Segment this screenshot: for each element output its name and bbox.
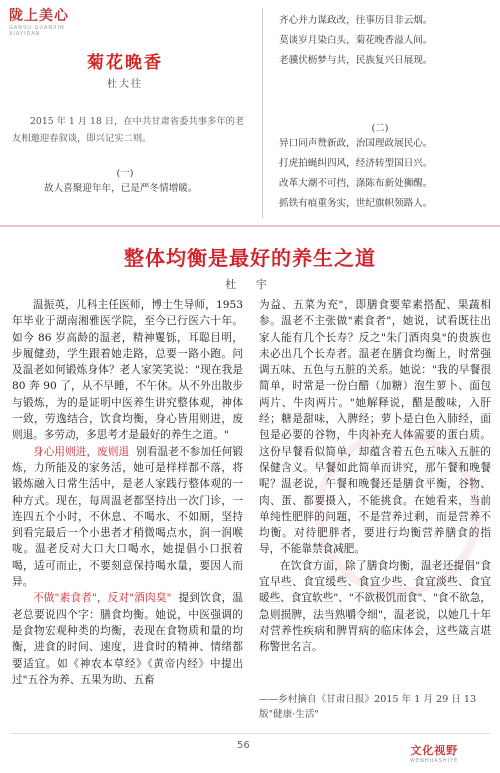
article-paragraph: 在饮食方面，除了膳食均衡，温老还提倡"食宜早些、食宜缓些、食宜少些、食宜淡些、食宜暖些、食宜软些"、"不欲极饥而食"、"食不欲急，急则损脾，法当熟嚼令细"，温老说，以她几十年对营养性疾病和脾胃病的临床体会，这些箴言堪称警世名言。 (259, 559, 491, 654)
poem-line: 齐心并力谋政改，往事历目非云烟。 (279, 15, 433, 26)
subheading: 身心用则进，废则退 (33, 445, 130, 458)
section-logo (410, 742, 458, 764)
article-paragraph: 为益、五菜为充"，即膳食要荤素搭配、果蔬相参。温老不主张做"素食者"，她说，试看既往出家人能有几个长寿？反之"朱门酒肉臭"的贵族也未必出几个长寿者。温老在膳食均衡上，时常强调五味、五色与五脏的关系。她说："我的早餐很简单，时常是一份白醋（加糖）泡生萝卜、面包两片、牛肉两片。"她解释说，醋是酸味，入肝经；糖是甜味，入脾经；萝卜是白色入肺经，面包是必要的谷物，牛肉补充人体需要的蛋白质。这份早餐看似简单，却蕴含着五色五味入五脏的保健含义。早餐如此简单而讲究，那午餐和晚餐呢？温老说，午餐和晚餐还是膳食平衡，谷物、肉、蛋、都要摄入，不能挑食。在她看来，当前单纯性肥胖的问题，不是营养过剩，而是营养不均衡。对待肥胖者，要进行均衡营养膳食的指导，不能靠禁食减肥。 (259, 299, 491, 556)
article-paragraph (12, 444, 243, 591)
page-number: 56 (237, 740, 250, 751)
poem-line: 改革大潮不可挡，涤陈布新处狮醒。 (279, 178, 433, 189)
article-paragraph (12, 590, 243, 688)
paragraph-text: 别看温老不参加任何锻炼，力所能及的家务活，她可是样样都不落，将锻炼融入日常生活中，是老人家践行整体观的一种方式。现在，每周温老都坚持出一次门诊，一连四五个小时，不休息、不喝水、不如厕，坚持到看完最后一个小患者才稍微喝点水，润一润喉咙。温老反对大口大口喝水，她提倡小口抿着喝，适可而止，不要刻意保持喝水量，要因人而异。 (12, 445, 243, 589)
poem-line: 莫谈岁月染白头，菊花晚香溢人间。 (279, 35, 433, 46)
logo-subtitle-2: XIAYIDAN (9, 31, 41, 37)
poem-line: 抓铁有痕重务实，世纪旗帜领路人。 (279, 198, 433, 209)
poem-author: 杜大往 (107, 79, 143, 90)
article-source-credit: ——乡村摘自《甘肃日报》2015 年 1 月 29 日 13 版"健康·生活" (259, 694, 477, 720)
poem-title: 菊花晚香 (87, 53, 163, 73)
section-name: 文化视野 (410, 744, 459, 757)
footer-rule (10, 733, 490, 734)
subheading: 不做"素食者"，反对"酒肉臭" (33, 592, 172, 605)
poem-line: 老骥伏枥梦与共，民族复兴日展现。 (279, 55, 433, 66)
article-left-column (12, 297, 243, 737)
poem-line: 打虎拍蝇纠四风，经济转型国日兴。 (279, 158, 433, 169)
poem-preface: 2015 年 1 月 18 日，在中共甘肃省委共事多年的老友相邀迎春叙谈，即兴记实二则。 (12, 116, 245, 144)
article-right-column (259, 297, 491, 654)
poem-line: 故人喜聚迎年年，已是严冬情增暖。 (44, 183, 198, 194)
section-subtitle: WENHUASHIYE (410, 758, 459, 764)
poem-section-2-label: (二) (371, 123, 389, 134)
article-author: 杜 宇 (225, 278, 275, 291)
article-paragraph: 温振英，儿科主任医师，博士生导师，1953 年毕业于湖南湘雅医学院，至今已行医六十年。如今 86 岁高龄的温老，精神矍铄，耳聪目明，步履健劲，学生跟着她走路，总要一路小跑。问及温老如何锻炼身体？老人家笑笑说："现在我是 80 奔 90 了，从不早睡，不午休。从不外出散步与锻炼，为的是证明中医养生讲究整体观，神体一致，劳逸结合，饮食均衡，身心皆用则进，废则退。多劳动，多思考才是最好的养生之道。" (12, 299, 243, 442)
section-divider (0, 225, 500, 227)
logo-subtitle-1: GANSU GUANXIN (9, 25, 65, 31)
paragraph-text: 提到饮食，温老总要说四个字：膳食均衡。她说，中医强调的是食物宏观种类的均衡，表现在食物质和量的均衡，进食的时间、速度，进食时的精神、情绪都要适宜。如《神农本草经》《黄帝内经》中提出过"五谷为养、五果为助、五畜 (12, 592, 243, 686)
article-title: 整体均衡是最好的养生之道 (124, 246, 376, 270)
poem-section-1-label: (一) (116, 168, 134, 179)
logo-text: 陇上美心 (9, 8, 69, 24)
column-divider (262, 8, 263, 218)
poem-line: 异口同声赞新政，治国理政展民心。 (279, 138, 433, 149)
masthead-logo (9, 5, 89, 39)
